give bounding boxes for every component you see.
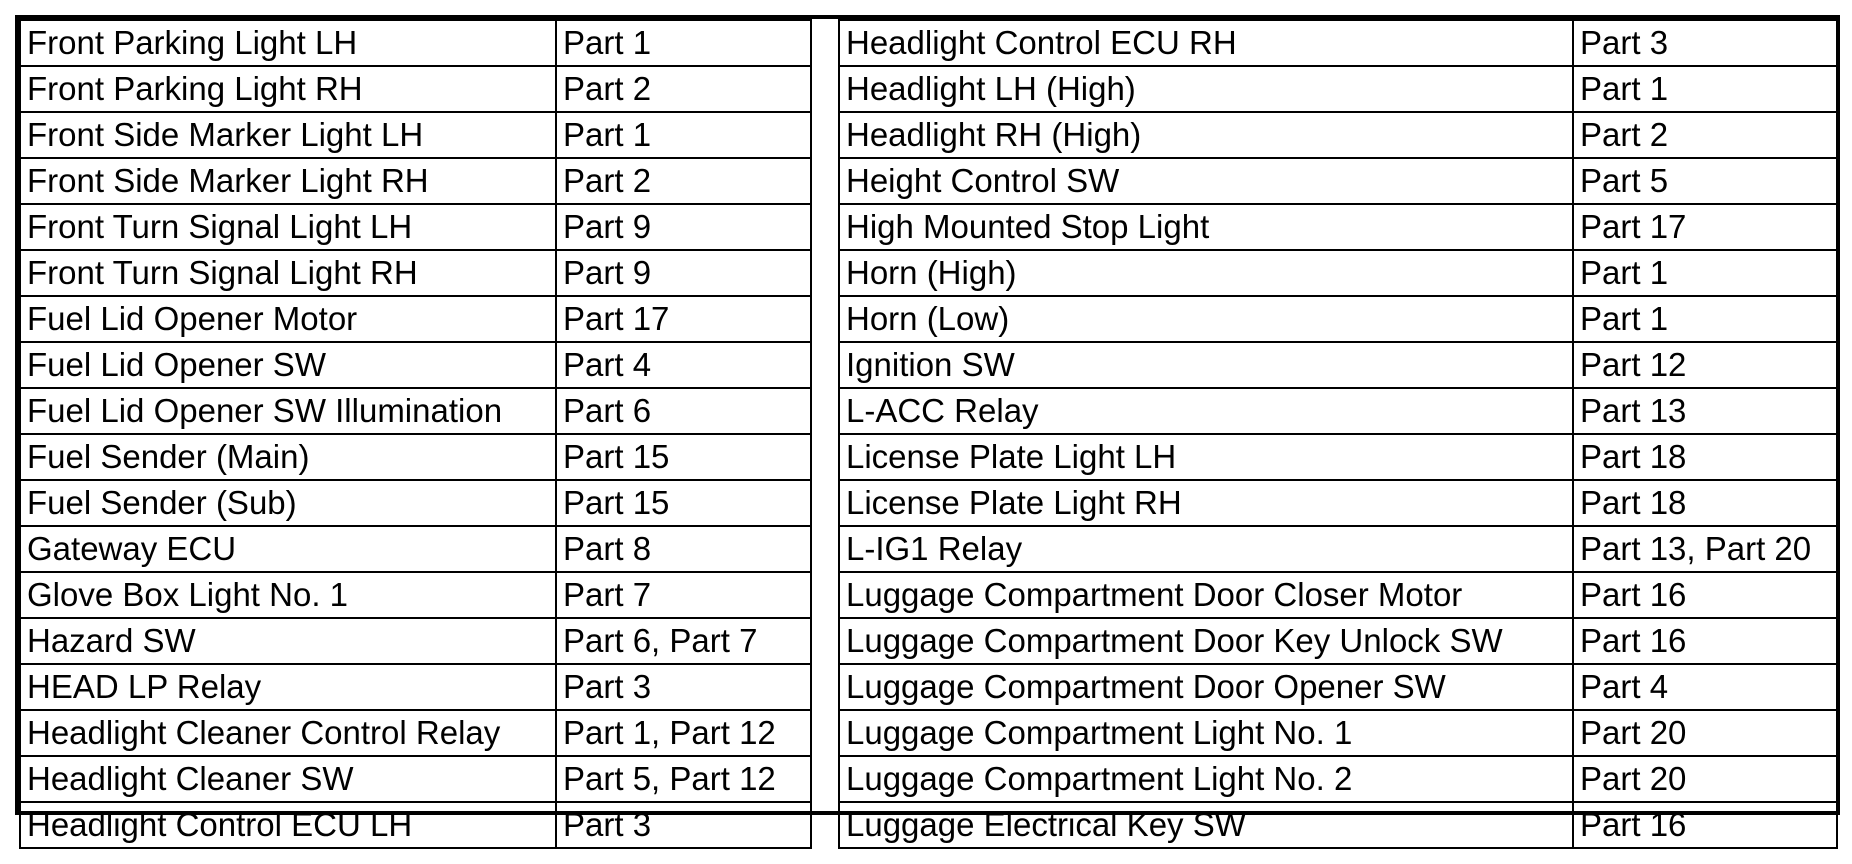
left-component-cell: Fuel Lid Opener Motor — [20, 296, 556, 342]
left-part-cell: Part 1 — [556, 20, 811, 66]
left-component-cell: Gateway ECU — [20, 526, 556, 572]
left-component-cell: Front Side Marker Light RH — [20, 158, 556, 204]
right-part-cell: Part 2 — [1573, 112, 1837, 158]
table-body — [20, 20, 1837, 848]
table-row — [20, 204, 1837, 250]
left-component-cell: Front Parking Light LH — [20, 20, 556, 66]
column-gap — [811, 618, 839, 664]
left-part-cell: Part 6, Part 7 — [556, 618, 811, 664]
right-component-cell: Horn (High) — [839, 250, 1573, 296]
left-part-cell: Part 15 — [556, 480, 811, 526]
left-component-cell: Headlight Control ECU LH — [20, 802, 556, 848]
left-part-cell: Part 9 — [556, 204, 811, 250]
column-gap — [811, 388, 839, 434]
column-gap — [811, 112, 839, 158]
table-row — [20, 112, 1837, 158]
right-component-cell: L-ACC Relay — [839, 388, 1573, 434]
table-row — [20, 572, 1837, 618]
right-part-cell: Part 1 — [1573, 296, 1837, 342]
right-part-cell: Part 1 — [1573, 250, 1837, 296]
table-row — [20, 388, 1837, 434]
table-row — [20, 802, 1837, 848]
column-gap — [811, 664, 839, 710]
left-component-cell: Headlight Cleaner SW — [20, 756, 556, 802]
left-part-cell: Part 15 — [556, 434, 811, 480]
left-component-cell: Headlight Cleaner Control Relay — [20, 710, 556, 756]
column-gap — [811, 802, 839, 848]
right-component-cell: High Mounted Stop Light — [839, 204, 1573, 250]
column-gap — [811, 20, 839, 66]
table-row — [20, 526, 1837, 572]
column-gap — [811, 250, 839, 296]
right-part-cell: Part 17 — [1573, 204, 1837, 250]
left-part-cell: Part 8 — [556, 526, 811, 572]
right-component-cell: Luggage Compartment Light No. 1 — [839, 710, 1573, 756]
right-part-cell: Part 16 — [1573, 802, 1837, 848]
left-component-cell: Hazard SW — [20, 618, 556, 664]
right-component-cell: Luggage Compartment Door Key Unlock SW — [839, 618, 1573, 664]
right-component-cell: License Plate Light RH — [839, 480, 1573, 526]
right-component-cell: L-IG1 Relay — [839, 526, 1573, 572]
right-part-cell: Part 20 — [1573, 756, 1837, 802]
right-part-cell: Part 3 — [1573, 20, 1837, 66]
right-part-cell: Part 16 — [1573, 572, 1837, 618]
table-row — [20, 664, 1837, 710]
table-row — [20, 710, 1837, 756]
left-part-cell: Part 3 — [556, 664, 811, 710]
left-part-cell: Part 17 — [556, 296, 811, 342]
right-component-cell: Luggage Compartment Door Closer Motor — [839, 572, 1573, 618]
right-part-cell: Part 12 — [1573, 342, 1837, 388]
column-gap — [811, 526, 839, 572]
column-gap — [811, 572, 839, 618]
parts-index-table-frame — [15, 15, 1840, 843]
right-part-cell: Part 13 — [1573, 388, 1837, 434]
column-gap — [811, 296, 839, 342]
left-part-cell: Part 7 — [556, 572, 811, 618]
left-part-cell: Part 4 — [556, 342, 811, 388]
right-part-cell: Part 1 — [1573, 66, 1837, 112]
left-part-cell: Part 2 — [556, 158, 811, 204]
table-row — [20, 250, 1837, 296]
table-row — [20, 66, 1837, 112]
column-gap — [811, 756, 839, 802]
right-component-cell: Luggage Compartment Light No. 2 — [839, 756, 1573, 802]
column-gap — [811, 158, 839, 204]
left-component-cell: Front Side Marker Light LH — [20, 112, 556, 158]
left-component-cell: Fuel Lid Opener SW — [20, 342, 556, 388]
table-row — [20, 480, 1837, 526]
left-part-cell: Part 9 — [556, 250, 811, 296]
right-part-cell: Part 4 — [1573, 664, 1837, 710]
column-gap — [811, 204, 839, 250]
right-component-cell: Headlight RH (High) — [839, 112, 1573, 158]
left-part-cell: Part 3 — [556, 802, 811, 848]
right-part-cell: Part 13, Part 20 — [1573, 526, 1837, 572]
table-row — [20, 342, 1837, 388]
right-component-cell: Horn (Low) — [839, 296, 1573, 342]
column-gap — [811, 342, 839, 388]
table-row — [20, 618, 1837, 664]
right-component-cell: Height Control SW — [839, 158, 1573, 204]
left-component-cell: Fuel Sender (Sub) — [20, 480, 556, 526]
left-component-cell: Glove Box Light No. 1 — [20, 572, 556, 618]
left-component-cell: Front Turn Signal Light LH — [20, 204, 556, 250]
column-gap — [811, 66, 839, 112]
right-part-cell: Part 5 — [1573, 158, 1837, 204]
table-row — [20, 434, 1837, 480]
right-component-cell: Luggage Electrical Key SW — [839, 802, 1573, 848]
left-component-cell: Front Parking Light RH — [20, 66, 556, 112]
right-component-cell: License Plate Light LH — [839, 434, 1573, 480]
left-part-cell: Part 1, Part 12 — [556, 710, 811, 756]
right-part-cell: Part 18 — [1573, 480, 1837, 526]
parts-index-table — [19, 19, 1838, 849]
right-component-cell: Headlight Control ECU RH — [839, 20, 1573, 66]
left-part-cell: Part 2 — [556, 66, 811, 112]
right-part-cell: Part 16 — [1573, 618, 1837, 664]
right-component-cell: Headlight LH (High) — [839, 66, 1573, 112]
left-component-cell: Fuel Sender (Main) — [20, 434, 556, 480]
column-gap — [811, 480, 839, 526]
table-row — [20, 20, 1837, 66]
table-row — [20, 296, 1837, 342]
table-row — [20, 756, 1837, 802]
right-part-cell: Part 20 — [1573, 710, 1837, 756]
column-gap — [811, 710, 839, 756]
column-gap — [811, 434, 839, 480]
left-component-cell: Fuel Lid Opener SW Illumination — [20, 388, 556, 434]
table-row — [20, 158, 1837, 204]
left-part-cell: Part 1 — [556, 112, 811, 158]
left-component-cell: Front Turn Signal Light RH — [20, 250, 556, 296]
left-part-cell: Part 6 — [556, 388, 811, 434]
right-component-cell: Luggage Compartment Door Opener SW — [839, 664, 1573, 710]
right-component-cell: Ignition SW — [839, 342, 1573, 388]
right-part-cell: Part 18 — [1573, 434, 1837, 480]
left-component-cell: HEAD LP Relay — [20, 664, 556, 710]
left-part-cell: Part 5, Part 12 — [556, 756, 811, 802]
